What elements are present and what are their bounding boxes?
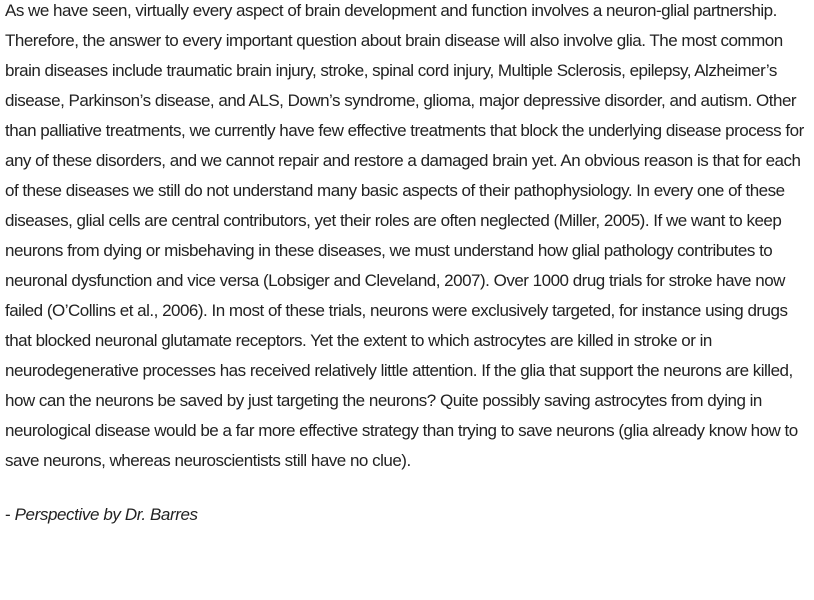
article-excerpt <box>5 0 808 530</box>
article-body-paragraph: As we have seen, virtually every aspect of brain development and function involves a neuron-glial partnership. Therefore, the answer to every important question about brain disease will also involve glia. The most common brain diseases include traumatic brain injury, stroke, spinal cord injury, Multiple Sclerosis, epilepsy, Alzheimer’s disease, Parkinson’s disease, and ALS, Down’s syndrome, glioma, major depressive disorder, and autism. Other than palliative treatments, we currently have few effective treatments that block the underlying disease process for any of these disorders, and we cannot repair and restore a damaged brain yet. An obvious reason is that for each of these diseases we still do not understand many basic aspects of their pathophysiology. In every one of these diseases, glial cells are central contributors, yet their roles are often neglected (Miller, 2005). If we want to keep neurons from dying or misbehaving in these diseases, we must understand how glial pathology contributes to neuronal dysfunction and vice versa (Lobsiger and Cleveland, 2007). Over 1000 drug trials for stroke have now failed (O’Collins et al., 2006). In most of these trials, neurons were exclusively targeted, for instance using drugs that blocked neuronal glutamate receptors. Yet the extent to which astrocytes are killed in stroke or in neurodegenerative processes has received relatively little attention. If the glia that support the neurons are killed, how can the neurons be saved by just targeting the neurons? Quite possibly saving astrocytes from dying in neurological disease would be a far more effective strategy than trying to save neurons (glia already know how to save neurons, whereas neuroscientists still have no clue). <box>5 1 804 470</box>
attribution-author: Perspective by Dr. Barres <box>14 505 198 524</box>
article-attribution <box>5 500 808 530</box>
attribution-dash: - <box>5 505 15 524</box>
